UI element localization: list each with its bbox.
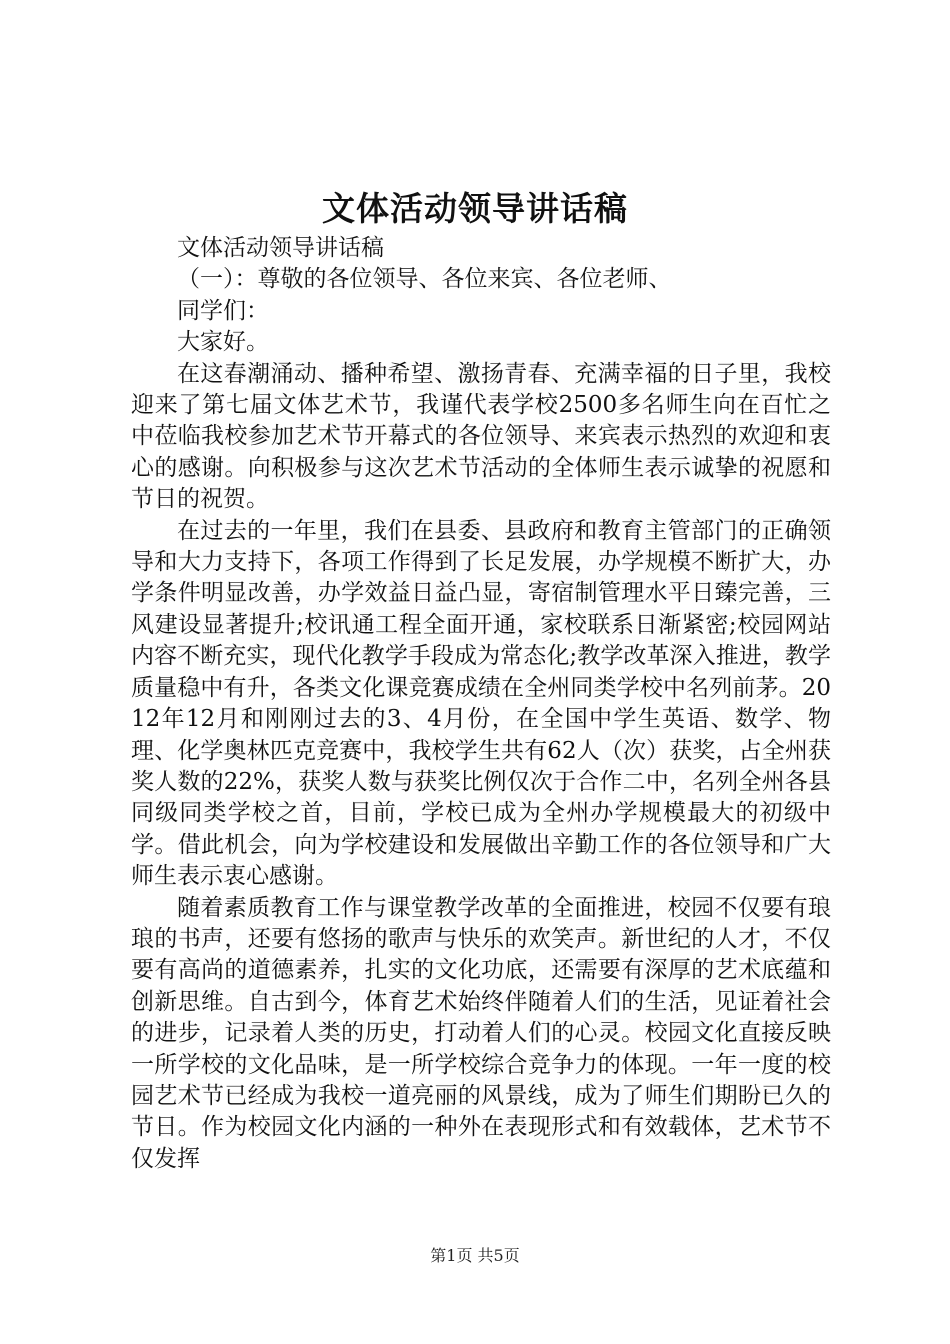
- paragraph-salutation-cont: 同学们：: [177, 297, 269, 324]
- page-number: 第1页 共5页: [430, 1246, 520, 1265]
- paragraph-body: 随着素质教育工作与课堂教学改革的全面推进，校园不仅要有琅琅的书声，还要有悠扬的歌声与快乐的欢笑声。新世纪的人才，不仅要有高尚的道德素养，扎实的文化功底，还需要有深厚的艺术底蕴和创新思维。自古到今，体育艺术始终伴随着人们的生活，见证着社会的进步，记录着人类的历史，打动着人们的心灵。校园文化直接反映一所学校的文化品味，是一所学校综合竞争力的体现。一年一度的校园艺术节已经成为我校一道亮丽的风景线，成为了师生们期盼已久的节日。作为校园文化内涵的一种外在表现形式和有效载体，艺术节不仅发挥: [131, 894, 831, 1172]
- paragraph-greeting: 大家好。: [177, 329, 269, 356]
- paragraph-heading: 文体活动领导讲话稿: [177, 235, 384, 261]
- document-title: 文体活动领导讲话稿: [322, 189, 628, 228]
- paragraph-salutation: （一）：尊敬的各位领导、各位来宾、各位老师、: [177, 266, 672, 293]
- paragraph-body: 在过去的一年里，我们在县委、县政府和教育主管部门的正确领导和大力支持下，各项工作得到了长足发展，办学规模不断扩大，办学条件明显改善，办学效益日益凸显，寄宿制管理水平日臻完善，三风建设显著提升;校讯通工程全面开通，家校联系日渐紧密;校园网站内容不断充实，现代化教学手段成为常态化;教学改革深入推进，教学质量稳中有升，各类文化课竞赛成绩在全州同类学校中名列前茅。2012年12月和刚刚过去的3、4月份，在全国中学生英语、数学、物理、化学奥林匹克竞赛中，我校学生共有62人（次）获奖，占全州获奖人数的22%，获奖人数与获奖比例仅次于合作二中，名列全州各县同级同类学校之首，目前，学校已成为全州办学规模最大的初级中学。借此机会，向为学校建设和发展做出辛勤工作的各位领导和广大师生表示衷心感谢。: [131, 517, 831, 890]
- paragraph-body: 在这春潮涌动、播种希望、激扬青春、充满幸福的日子里，我校迎来了第七届文体艺术节，我谨代表学校2500多名师生向在百忙之中莅临我校参加艺术节开幕式的各位领导、来宾表示热烈的欢迎和衷心的感谢。向积极参与这次艺术节活动的全体师生表示诚挚的祝愿和节日的祝贺。: [131, 360, 831, 513]
- document-body: [131, 233, 831, 1175]
